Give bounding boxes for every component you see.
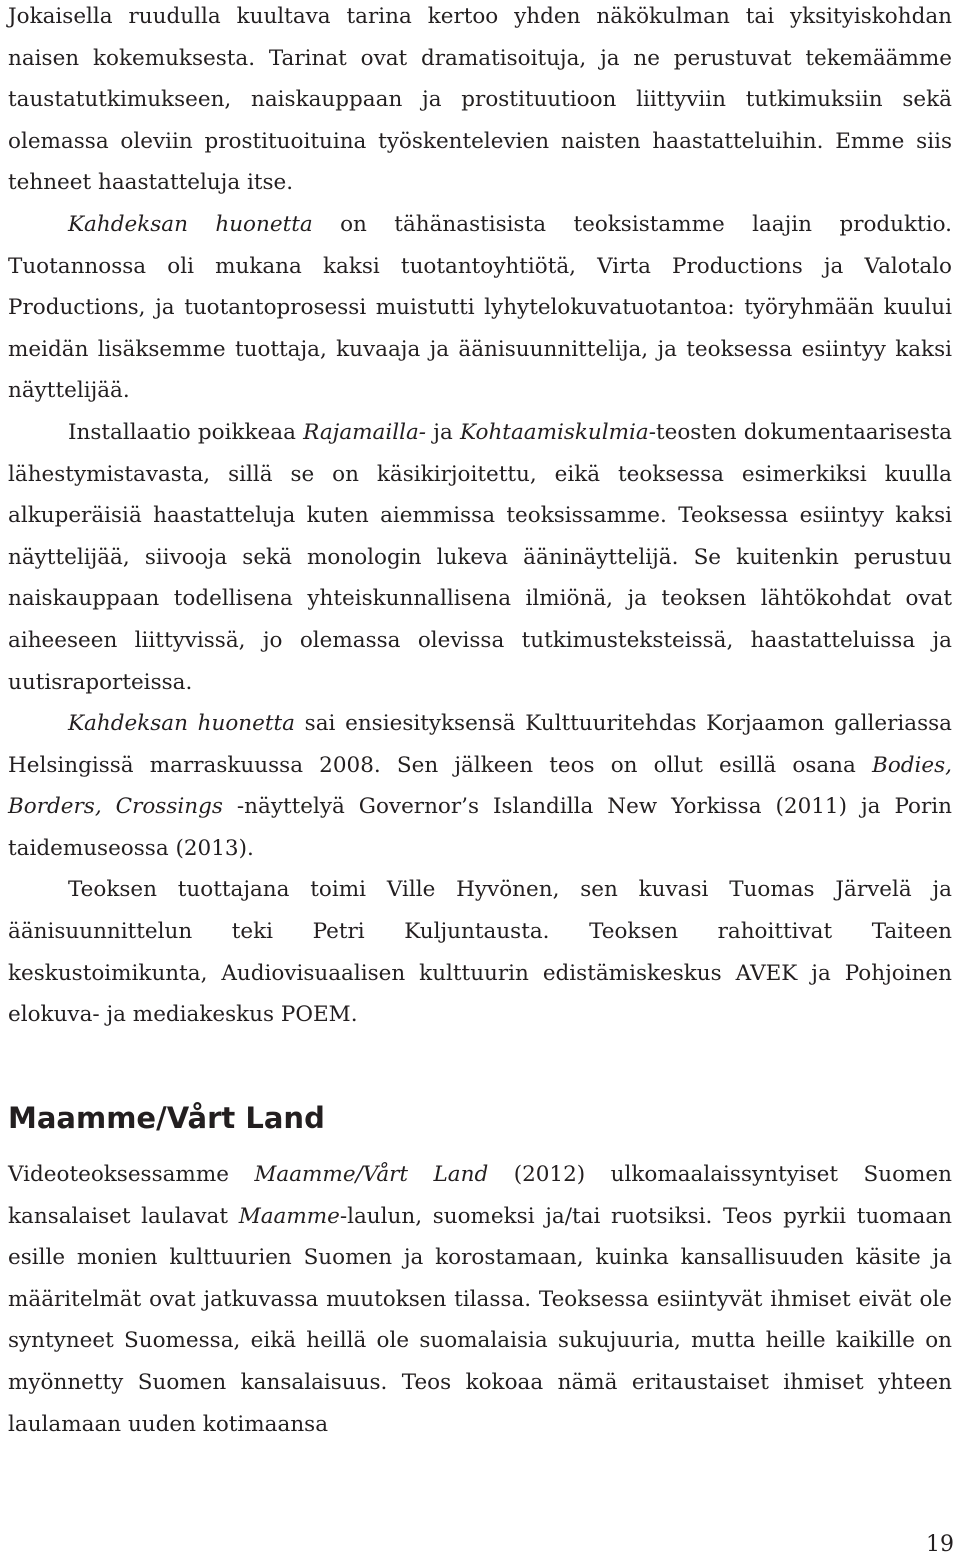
paragraph-4-text-b: -näyttelyä Governor’s Islandilla New Yorkissa (2011) ja Porin taidemuseossa (2013). [8,794,952,861]
paragraph-3-text-c: -teosten dokumentaarisesta lähestymistavasta, sillä se on käsikirjoitettu, eikä teoksessa esimerkiksi kuulla alkuperäisiä haastatteluja kuten aiemmissa teoksissamme. Teoksessa esiintyy kaksi näyttelijää, siivooja sekä monologin lukeva ääninäyttelijä. Se kuitenkin perustuu naiskauppaan todellisena yhteiskunnallisena ilmiönä, ja teoksen lähtökohdat ovat aiheeseen liittyvissä, jo olemassa olevissa tutkimusteksteissä, haastatteluissa ja uutisraporteissa. [8,419,952,695]
exhibition-title: Bodies, Borders, Crossings [8,752,952,820]
paragraph-5-text: Teoksen tuottajana toimi Ville Hyvönen, sen kuvasi Tuomas Järvelä ja äänisuunnittelun teki Petri Kuljuntausta. Teoksen rahoittivat Taiteen keskustoimikunta, Audiovisuaalisen kulttuurin edistämiskeskus AVEK ja Pohjoinen elokuva- ja mediakeskus POEM. [8,877,952,1028]
document-page [8,0,952,1437]
paragraph-6-text-a: Videoteoksessamme [8,1162,255,1187]
page-number: 19 [926,1532,954,1557]
song-title: Maamme [238,1203,340,1229]
paragraph-5 [8,869,952,1035]
paragraph-6 [8,1154,952,1445]
work-title: Kohtaamiskulmia [460,419,649,445]
paragraph-1-text: Jokaisella ruudulla kuultava tarina kertoo yhden näkökulman tai yksityiskohdan naisen kokemuksesta. Tarinat ovat dramatisoituja, ja ne perustuvat tekemäämme taustatutkimukseen, naiskauppaan ja prostituutioon liittyviin tutkimuksiin sekä olemassa oleviin prostituoituina työskentelevien naisten haastatteluihin. Emme siis tehneet haastatteluja itse. [8,4,952,196]
paragraph-3-text-b: ja [426,419,461,445]
work-title: Kahdeksan huonetta [68,211,313,237]
paragraph-3-text-a: Installaatio poikkeaa [68,419,304,445]
paragraph-2 [8,204,952,412]
paragraph-1 [8,0,952,204]
section-kahdeksan-huonetta [8,0,952,1036]
paragraph-4-text-a: sai ensiesityksensä Kulttuuritehdas Korjaamon galleriassa Helsingissä marraskuussa 2008. Sen jälkeen teos on ollut esillä osana [8,711,952,778]
work-title: Kahdeksan huonetta [68,711,295,737]
work-title: Maamme/Vårt Land [254,1162,489,1187]
work-title: Rajamailla- [303,419,427,445]
section-heading: Maamme/Vårt Land [8,1101,325,1135]
paragraph-6-text-c: -laulun, suomeksi ja/tai ruotsiksi. Teos pyrkii tuomaan esille monien kulttuurien Suomen ja korostamaan, kuinka kansallisuuden käsite ja määritelmät ovat jatkuvassa muutoksen tilassa. Teoksessa esiintyvät ihmiset eivät ole syntyneet Suomessa, eikä heillä ole suomalaisia sukujuuria, mutta heille kaikille on myönnetty Suomen kansalaisuus. Teos kokoaa nämä eritaustaiset ihmiset yhteen laulamaan uuden kotimaansa [8,1203,952,1437]
paragraph-6-text-b: (2012) ulkomaalaissyntyiset Suomen kansalaiset laulavat [8,1162,952,1229]
paragraph-3 [8,412,952,703]
paragraph-2-text: on tähänastisista teoksistamme laajin produktio. Tuotannossa oli mukana kaksi tuotantoyhtiötä, Virta Productions ja Valotalo Productions, ja tuotantoprosessi muistutti lyhytelokuvatuotantoa: työryhmään kuului meidän lisäksemme tuottaja, kuvaaja ja äänisuunnittelija, ja teoksessa esiintyy kaksi näyttelijää. [8,211,952,404]
section-maamme [8,1154,952,1445]
paragraph-4 [8,703,952,869]
